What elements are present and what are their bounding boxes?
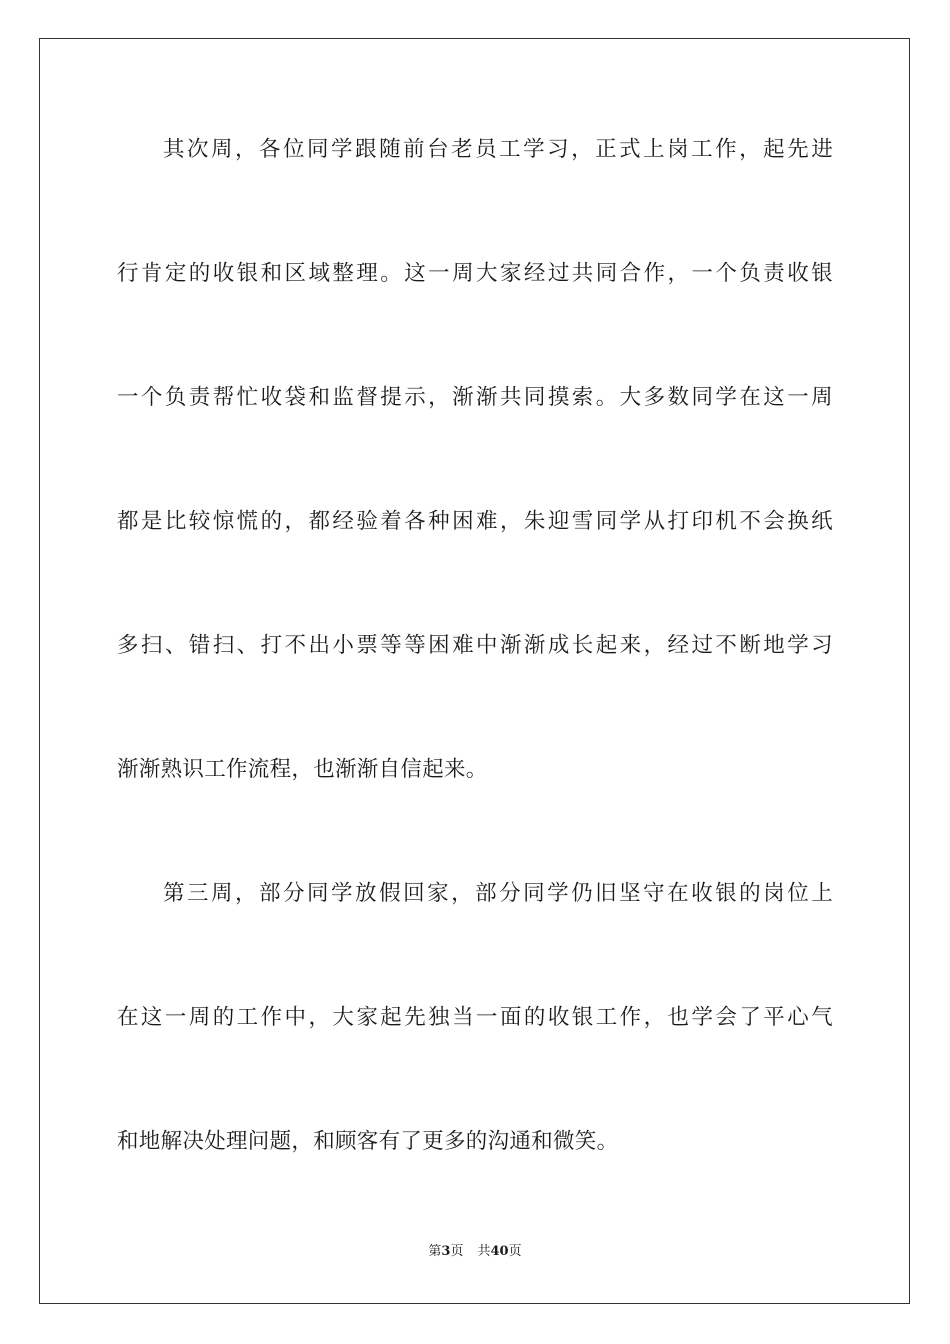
- total-label-suffix: 页: [508, 1244, 522, 1259]
- paragraph-line: 一个负责帮忙收袋和监督提示，渐渐共同摸索。大多数同学在这一周: [117, 385, 833, 410]
- page-number: 3: [441, 1244, 451, 1259]
- paragraph-line: 都是比较惊慌的，都经验着各种困难，朱迎雪同学从打印机不会换纸: [117, 509, 833, 534]
- page-footer: [0, 1244, 950, 1260]
- page-label-prefix: 第: [428, 1244, 442, 1259]
- paragraph-line: 多扫、错扫、打不出小票等等困难中渐渐成长起来，经过不断地学习: [117, 633, 833, 658]
- total-label-prefix: 共: [477, 1244, 491, 1259]
- page-border: [39, 38, 910, 1304]
- paragraph-line: 在这一周的工作中，大家起先独当一面的收银工作，也学会了平心气: [117, 1005, 833, 1030]
- page-label-suffix: 页: [450, 1244, 464, 1259]
- total-pages: 40: [490, 1244, 509, 1259]
- paragraph-line: 和地解决处理问题，和顾客有了更多的沟通和微笑。: [117, 1129, 619, 1154]
- paragraph-line: 渐渐熟识工作流程，也渐渐自信起来。: [117, 757, 488, 782]
- paragraph-line: 其次周，各位同学跟随前台老员工学习，正式上岗工作，起先进: [163, 137, 833, 162]
- paragraph-line: 行肯定的收银和区域整理。这一周大家经过共同合作，一个负责收银: [117, 261, 833, 286]
- paragraph-line: 第三周，部分同学放假回家，部分同学仍旧坚守在收银的岗位上: [163, 881, 833, 906]
